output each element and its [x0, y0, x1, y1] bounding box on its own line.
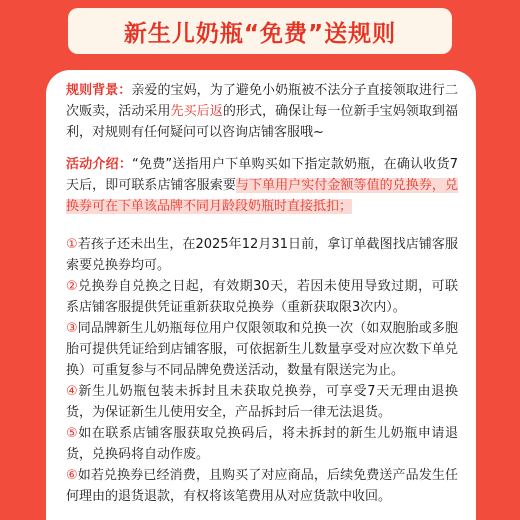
activity-intro-highlight: 与下单用户实付金额等值的兑换券，兑换券可在下单该品牌不同月龄段奶瓶时直接抵扣；	[66, 178, 458, 214]
rule-text: 如若兑换券已经消费，且购买了对应商品，后续免费送产品发生任何理由的退货退款，有权将该笔费用从对应货款中收回。	[66, 468, 458, 504]
rule-item	[66, 234, 458, 276]
rule-background-label: 规则背景：	[66, 83, 132, 98]
rules-card	[46, 70, 476, 520]
rule-item	[66, 465, 458, 507]
rule-text: 兑换券自兑换之日起，有效期30天，若因未使用导致过期，可联系店铺客服提供凭证重新获取兑换券（重新获取限3次内）。	[66, 279, 459, 315]
rule-item	[66, 318, 458, 381]
rule-number: ②	[66, 279, 79, 294]
rule-item	[66, 381, 458, 423]
rule-number: ⑥	[66, 468, 78, 483]
activity-intro-label: 活动介绍：	[66, 157, 133, 172]
rule-text: 若孩子还未出生，在2025年12月31日前，拿订单截图找店铺客服索要兑换券均可。	[66, 237, 459, 273]
rule-number: ④	[66, 384, 79, 399]
rule-number: ③	[66, 321, 78, 336]
rule-text: 新生儿奶瓶包装未拆封且未获取兑换券，可享受7天无理由退换货，为保证新生儿使用安全，产品拆封后一律无法退货。	[66, 384, 459, 420]
rule-background-section	[66, 80, 458, 143]
rule-text: 如在联系店铺客服获取兑换码后，将未拆封的新生儿奶瓶申请退货，兑换码将自动作废。	[66, 426, 458, 462]
rule-number: ⑤	[66, 426, 79, 441]
rules-list	[66, 234, 458, 507]
title-banner	[68, 8, 452, 54]
rule-background-text: 亲爱的宝妈，为了避免小奶瓶被不法分子直接领取进行二次贩卖，活动采用	[66, 83, 458, 119]
page-title: 新生儿奶瓶“免费”送规则	[123, 20, 397, 47]
rule-item	[66, 423, 458, 465]
rule-text: 同品牌新生儿奶瓶每位用户仅限领取和兑换一次（如双胞胎或多胞胎可提供凭证给到店铺客服，可依据新生儿数量享受对应次数下单兑换）可重复参与不同品牌免费送活动，数量有限送完为止。	[66, 321, 458, 378]
activity-intro-text: “免费”送指用户下单购买如下指定款奶瓶，在确认收货7天后，即可联系店铺客服索要	[66, 157, 458, 193]
rule-item	[66, 276, 458, 318]
rule-background-text-end: 的形式，确保让每一位新手宝妈领取到福利，对规则有任何疑问可以咨询店铺客服哦~	[66, 104, 458, 140]
rule-number: ①	[66, 237, 78, 252]
rule-background-highlight: 先买后返	[170, 104, 223, 119]
activity-intro-section	[66, 154, 458, 217]
